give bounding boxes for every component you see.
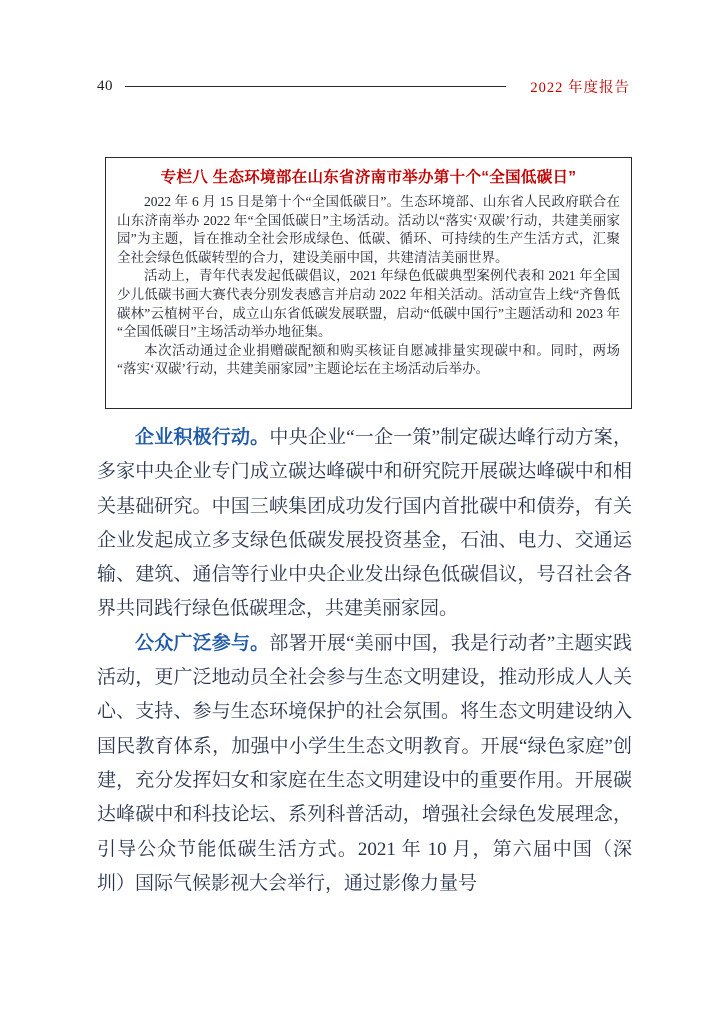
column-box-paragraph: 活动上，青年代表发起低碳倡议，2021 年绿色低碳典型案例代表和 2021 年全国少儿低碳书画大赛代表分别发表感言并启动 2022 年相关活动。活动宣告上线“齐鲁低碳林”云植树平台，成立山东省低碳发展联盟，启动“低碳中国行”主题活动和 2023 年“全国低碳日”主场活动举办地征集。 [117,268,620,340]
paragraph-lead: 企业积极行动。 [135,427,270,448]
page-number: 40 [97,77,113,94]
column-box-paragraph: 2022 年 6 月 15 日是第十个“全国低碳日”。生态环境部、山东省人民政府联合在山东济南举办 2022 年“全国低碳日”主场活动。活动以“落实‘双碳’行动，共建美丽家园”为主题，旨在推动全社会形成绿色、低碳、循环、可持续的生产生活方式，汇聚全社会绿色低碳转型的合力，建设美丽中国，共建清洁美丽世界。 [117,194,620,265]
main-text [97,421,632,901]
column-box [105,157,632,409]
body-paragraph-enterprise [97,421,632,627]
body-paragraph-public [97,627,632,901]
paragraph-text: 中央企业“一企一策”制定碳达峰行动方案，多家中央企业专门成立碳达峰碳中和研究院开展碳达峰碳中和相关基础研究。中国三峡集团成功发行国内首批碳中和债券，有关企业发起成立多支绿色低碳发展投资基金，石油、电力、交通运输、建筑、通信等行业中央企业发出绿色低碳倡议，号召社会各界共同践行绿色低碳理念，共建美丽家园。 [97,427,632,620]
column-box-paragraph: 本次活动通过企业捐赠碳配额和购买核证自愿减排量实现碳中和。同时，两场“落实‘双碳’行动，共建美丽家园”主题论坛在主场活动后举办。 [117,342,620,377]
header-rule [125,86,506,87]
paragraph-lead: 公众广泛参与。 [135,632,270,654]
report-title: 2022 年度报告 [530,79,630,96]
paragraph-text: 部署开展“美丽中国，我是行动者”主题实践活动，更广泛地动员全社会参与生态文明建设，推动形成人人关心、支持、参与生态环境保护的社会氛围。将生态文明建设纳入国民教育体系，加强中小学生生态文明教育。开展“绿色家庭”创建，充分发挥妇女和家庭在生态文明建设中的重要作用。开展碳达峰碳中和科技论坛、系列科普活动，增强社会绿色发展理念，引导公众节能低碳生活方式。2021 年 10 月，第六届中国（深圳）国际气候影视大会举行，通过影像力量号 [97,632,632,894]
running-head [97,76,630,96]
column-box-title: 专栏八 生态环境部在山东省济南市举办第十个“全国低碳日” [160,169,577,186]
